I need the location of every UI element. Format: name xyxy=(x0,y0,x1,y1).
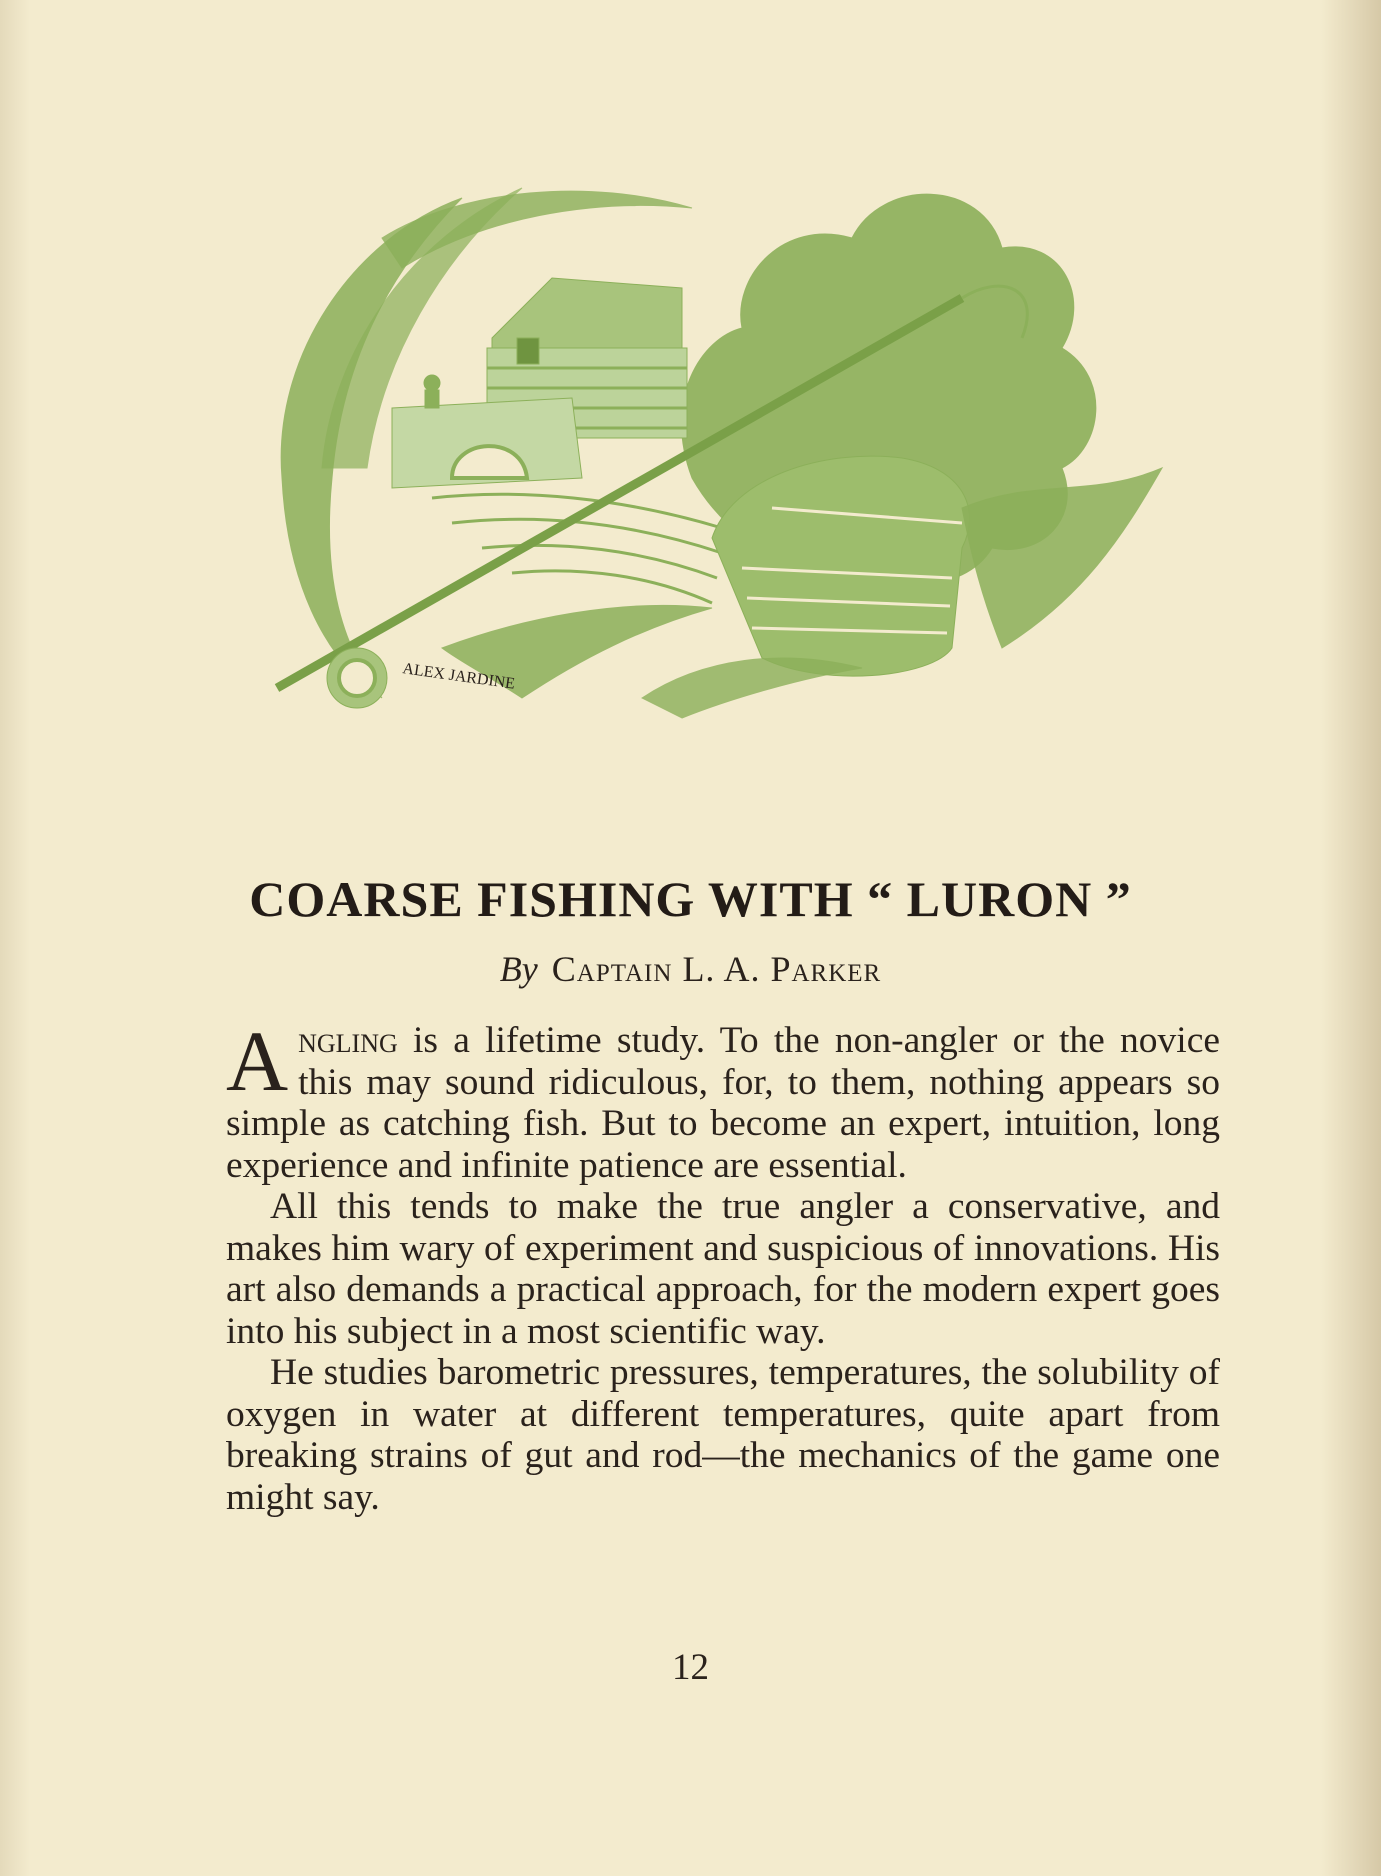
paragraph-1 xyxy=(226,1013,1220,1186)
byline-author: Captain L. A. Parker xyxy=(551,949,882,989)
water-ripples xyxy=(432,494,722,603)
artist-signature: ALEX JARDINE xyxy=(401,660,517,693)
article-body xyxy=(226,1013,1220,1518)
creel-basket xyxy=(712,456,970,676)
page-edge-shadow-right xyxy=(1321,0,1381,1876)
paragraph-3: He studies barometric pressures, temperatures, the solubility of oxygen in water at different temperatures, quite apart from breaking strains of gut and rod—the mechanics of the game one might say. xyxy=(226,1352,1220,1518)
byline-prefix: By xyxy=(499,949,538,989)
lead-word: ngling xyxy=(298,1020,398,1061)
page-number: 12 xyxy=(672,1647,709,1688)
article-title: COARSE FISHING WITH “ LURON ” xyxy=(249,871,1132,927)
drop-cap: A xyxy=(226,1013,289,1109)
mill-fishing-illustration xyxy=(262,178,1182,838)
paragraph-1-text: is a lifetime study. To the non-angler or the novice this may sound ridiculous, for, to them, nothing appears so simple as catching fish. But to become an expert, intuition, long experience and infinite patience are essential. xyxy=(226,1020,1220,1186)
byline xyxy=(0,948,1381,990)
paragraph-2: All this tends to make the true angler a conservative, and makes him wary of experiment and suspicious of innovations. His art also demands a practical approach, for the modern expert goes into his subject in a most scientific way. xyxy=(226,1186,1220,1352)
page-edge-shadow-left xyxy=(0,0,30,1876)
